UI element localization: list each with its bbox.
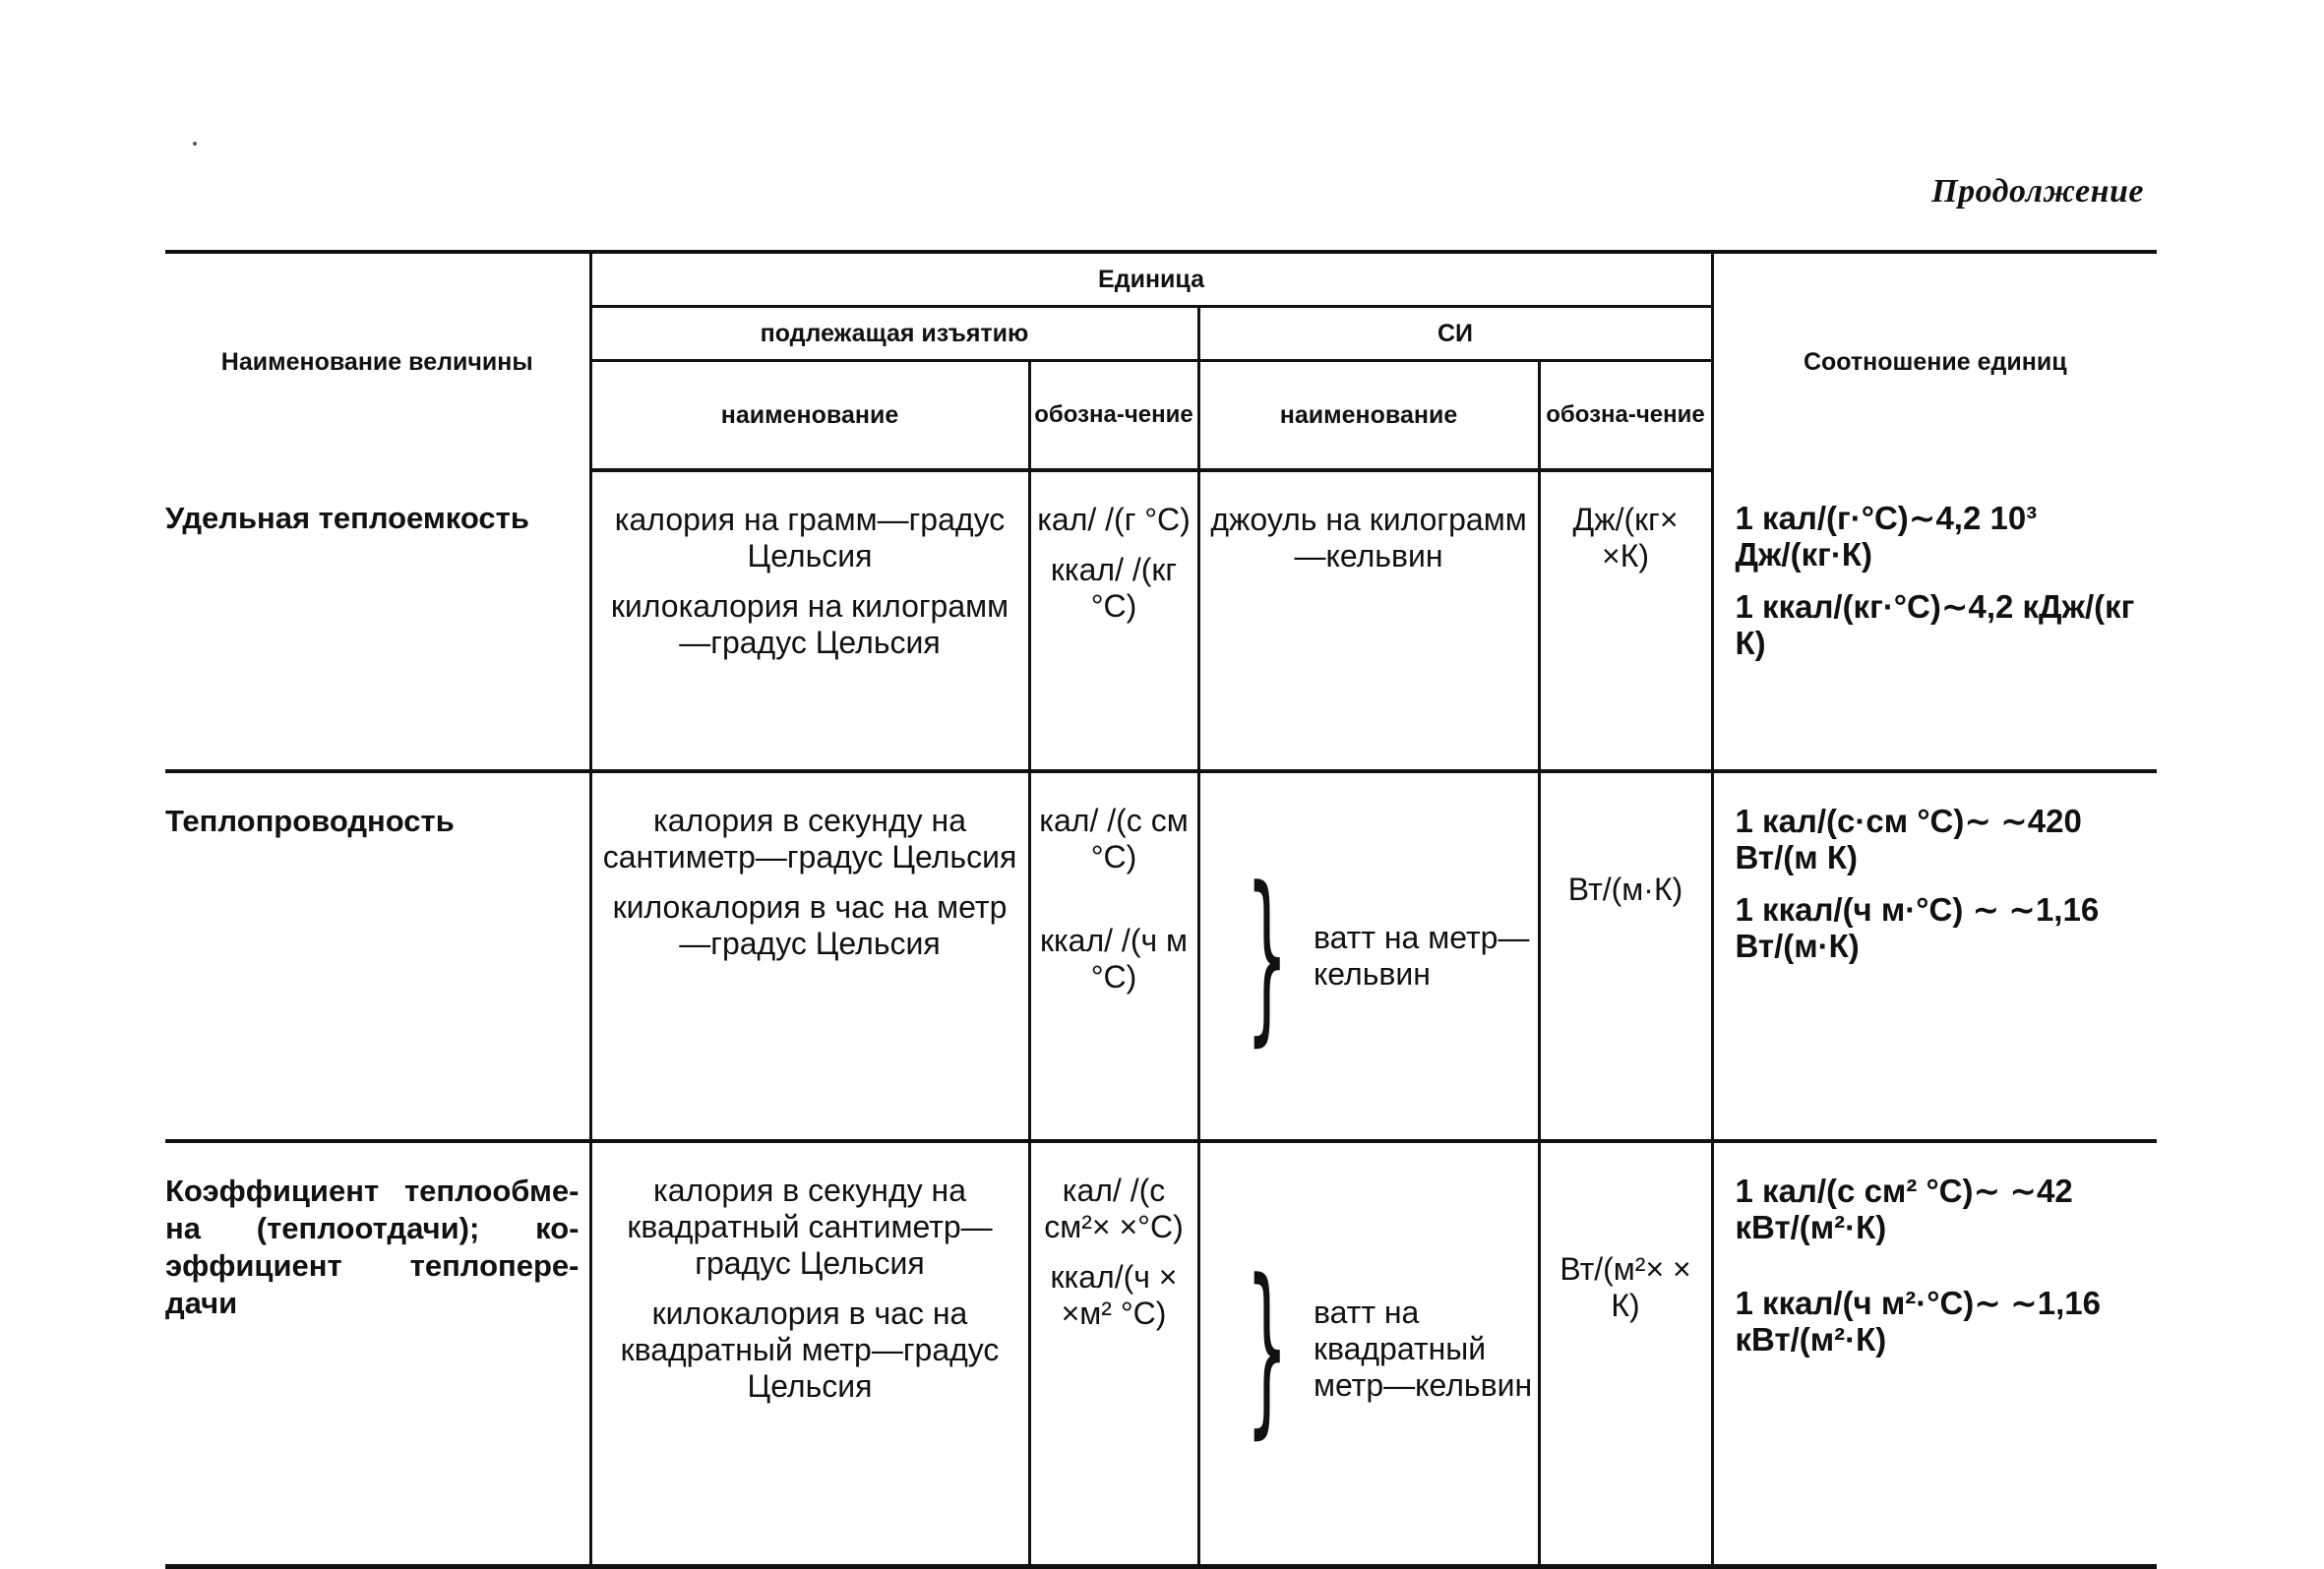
continuation-label: Продолжение	[1931, 173, 2144, 210]
units-table	[165, 250, 2157, 1569]
withdrawn-unit-names	[590, 1141, 1029, 1567]
si-unit-name-cell	[1198, 1141, 1539, 1567]
withdrawn-unit-symbols	[1029, 771, 1198, 1141]
unit-relations	[1712, 470, 2157, 771]
header-withdrawn: подлежащая изъятию	[590, 307, 1198, 361]
quantity-name: Коэффициент теплообмена (теплоотдачи); коэффициент теплопередачи	[165, 1141, 590, 1567]
withdrawn-unit-symbol: ккал/(ч × ×м² °С)	[1050, 1259, 1178, 1331]
right-brace-icon: }	[1245, 849, 1288, 1063]
quantity-name: Теплопроводность	[165, 771, 590, 1141]
header-quantity: Наименование величины	[165, 252, 590, 470]
withdrawn-unit-symbol: кал/ /(г °С)	[1037, 502, 1191, 537]
quantity-name: Удельная теплоемкость	[165, 470, 590, 771]
withdrawn-unit-symbol: кал/ /(с см²× ×°С)	[1044, 1173, 1184, 1244]
withdrawn-unit-names	[590, 771, 1029, 1141]
si-unit-symbol: Вт/(м·К)	[1539, 771, 1712, 1141]
header-si: СИ	[1198, 307, 1712, 361]
unit-relation: 1 кал/(г·°С)∼4,2 10³ Дж/(кг·К)	[1735, 500, 2038, 573]
withdrawn-unit-name: килокалория на килограмм—градус Цельсия	[610, 588, 1009, 660]
withdrawn-unit-name: калория в секунду на квадратный сантиметр—градус Цельсия	[627, 1173, 993, 1281]
page-dot	[193, 142, 197, 146]
withdrawn-unit-symbols	[1029, 1141, 1198, 1567]
si-unit-symbol: Вт/(м²× × К)	[1539, 1141, 1712, 1567]
si-unit-name: джоуль на килограмм—кельвин	[1198, 470, 1539, 771]
withdrawn-unit-name: килокалория в час на квадратный метр—градус Цельсия	[620, 1296, 1000, 1404]
unit-relations	[1712, 1141, 2157, 1567]
unit-relation: 1 кал/(с см² °С)∼ ∼42 кВт/(м²·К)	[1735, 1173, 2073, 1245]
si-unit-name-cell	[1198, 771, 1539, 1141]
withdrawn-unit-name: калория в секунду на сантиметр—градус Цельсия	[602, 803, 1017, 875]
si-unit-name: ватт на квадратный метр—кельвин	[1313, 1294, 1533, 1403]
unit-relation: 1 кал/(с·см °С)∼ ∼420 Вт/(м К)	[1735, 803, 2082, 875]
header-withdrawn-designation: обозна-чение	[1029, 361, 1198, 471]
table-row	[165, 470, 2157, 771]
withdrawn-unit-symbols	[1029, 470, 1198, 771]
withdrawn-unit-symbol: кал/ /(с см °С)	[1039, 803, 1189, 875]
withdrawn-unit-names	[590, 470, 1029, 771]
table-row	[165, 771, 2157, 1141]
withdrawn-unit-name: килокалория в час на метр—градус Цельсия	[612, 889, 1008, 961]
header-unit: Единица	[590, 252, 1712, 307]
header-si-name: наименование	[1198, 361, 1539, 471]
withdrawn-unit-symbol: ккал/ /(ч м °С)	[1039, 923, 1189, 995]
unit-relation: 1 ккал/(ч м·°С) ∼ ∼1,16 Вт/(м·К)	[1735, 891, 2100, 964]
header-relation: Соотношение единиц	[1712, 252, 2157, 470]
header-withdrawn-name: наименование	[590, 361, 1029, 471]
si-unit-symbol: Дж/(кг× ×К)	[1539, 470, 1712, 771]
header-si-designation: обозна-чение	[1539, 361, 1712, 471]
unit-relation: 1 ккал/(кг·°С)∼4,2 кДж/(кг К)	[1735, 588, 2135, 661]
withdrawn-unit-symbol: ккал/ /(кг °С)	[1050, 552, 1178, 624]
table-row	[165, 1141, 2157, 1567]
unit-relations	[1712, 771, 2157, 1141]
withdrawn-unit-name: калория на грамм—градус Цельсия	[614, 502, 1006, 573]
right-brace-icon: }	[1245, 1241, 1288, 1456]
unit-relation: 1 ккал/(ч м²·°С)∼ ∼1,16 кВт/(м²·К)	[1735, 1285, 2101, 1358]
si-unit-name: ватт на метр—кельвин	[1313, 920, 1530, 992]
